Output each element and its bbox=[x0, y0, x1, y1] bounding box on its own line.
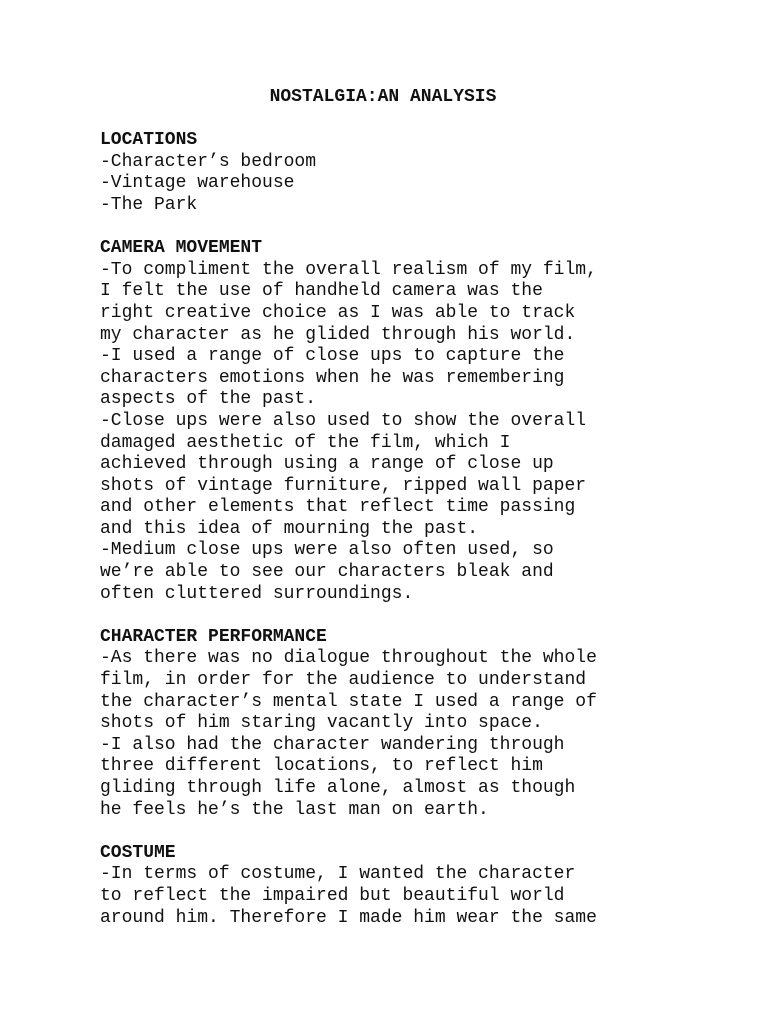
section-locations bbox=[100, 130, 700, 216]
text-line: -As there was no dialogue throughout the whole bbox=[100, 648, 597, 669]
text-line: -I also had the character wandering through bbox=[100, 734, 565, 755]
text-line: often cluttered surroundings. bbox=[100, 583, 414, 604]
text-line: aspects of the past. bbox=[100, 389, 317, 410]
text-line: he feels he’s the last man on earth. bbox=[100, 799, 489, 820]
section-heading: COSTUME bbox=[100, 842, 176, 863]
text-line: right creative choice as I was able to track bbox=[100, 302, 576, 323]
text-line: -Character’s bedroom bbox=[100, 151, 317, 172]
document-body bbox=[100, 87, 700, 929]
document-title: NOSTALGIA:AN ANALYSIS bbox=[269, 87, 497, 107]
text-line: film, in order for the audience to understand bbox=[100, 670, 587, 691]
section-heading: CAMERA MOVEMENT bbox=[100, 238, 263, 259]
text-line: -Medium close ups were also often used, so bbox=[100, 540, 554, 561]
text-line: my character as he glided through his world. bbox=[100, 324, 576, 345]
text-line: -In terms of costume, I wanted the character bbox=[100, 864, 576, 885]
section-heading: CHARACTER PERFORMANCE bbox=[100, 626, 327, 647]
text-line: shots of vintage furniture, ripped wall paper bbox=[100, 475, 587, 496]
text-line: -Vintage warehouse bbox=[100, 173, 295, 194]
text-line: I felt the use of handheld camera was the bbox=[100, 281, 543, 302]
text-line: achieved through using a range of close up bbox=[100, 454, 554, 475]
text-line: -The Park bbox=[100, 194, 198, 215]
text-line: shots of him staring vacantly into space. bbox=[100, 713, 543, 734]
text-line: three different locations, to reflect him bbox=[100, 756, 543, 777]
section-costume bbox=[100, 843, 700, 929]
text-line: around him. Therefore I made him wear the same bbox=[100, 907, 597, 928]
section-heading: LOCATIONS bbox=[100, 130, 198, 151]
text-line: -Close ups were also used to show the overall bbox=[100, 410, 587, 431]
text-line: and other elements that reflect time passing bbox=[100, 497, 576, 518]
text-line: -To compliment the overall realism of my film, bbox=[100, 259, 597, 280]
text-line: gliding through life alone, almost as though bbox=[100, 778, 576, 798]
section-camera-movement bbox=[100, 238, 700, 605]
section-character-performance bbox=[100, 627, 700, 821]
text-line: to reflect the impaired but beautiful world bbox=[100, 885, 565, 906]
text-line: the character’s mental state I used a range of bbox=[100, 691, 597, 712]
text-line: damaged aesthetic of the film, which I bbox=[100, 432, 511, 453]
text-line: -I used a range of close ups to capture the bbox=[100, 346, 565, 367]
text-line: characters emotions when he was remembering bbox=[100, 367, 565, 388]
text-line: and this idea of mourning the past. bbox=[100, 518, 479, 539]
text-line: we’re able to see our characters bleak and bbox=[100, 562, 554, 583]
